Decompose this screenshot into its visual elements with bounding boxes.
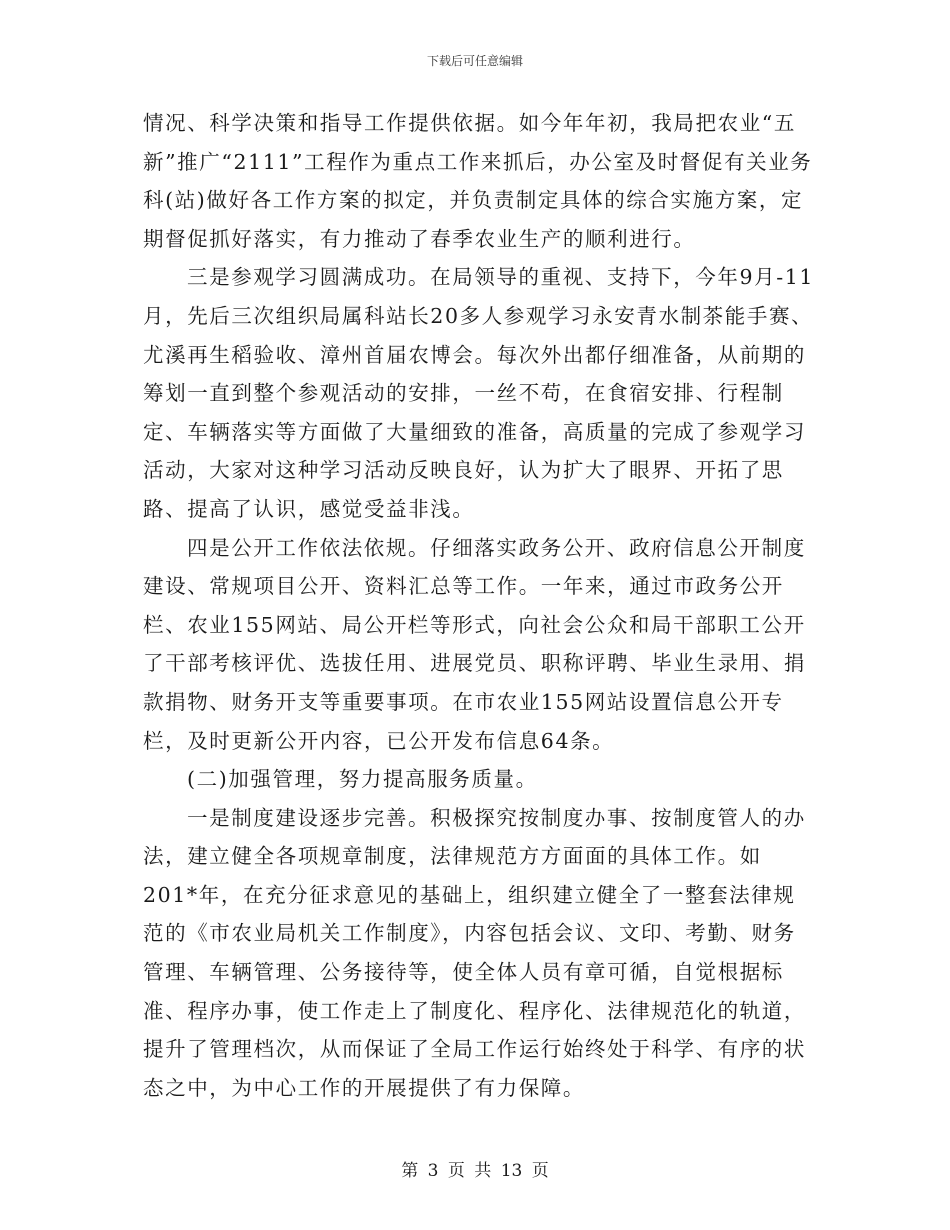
paragraph-continuation: 情况、科学决策和指导工作提供依据。如今年年初，我局把农业“五新”推广“2111”工程作为重点工作来抓后，办公室及时督促有关业务科(站)做好各工作方案的拟定，并负责制定具体的综合实施方案，定期督促抓好落实，有力推动了春季农业生产的顺利进行。 — [143, 111, 813, 251]
page-header: 下载后可任意编辑 — [426, 54, 523, 68]
paragraph-public-affairs: 四是公开工作依法依规。仔细落实政务公开、政府信息公开制度建设、常规项目公开、资料汇总等工作。一年来，通过市政务公开栏、农业155网站、局公开栏等形式，向社会公众和局干部职工公开了干部考核评优、选拔任用、进展党员、职称评聘、毕业生录用、捐款捐物、财务开支等重要事项。在市农业155网站设置信息公开专栏，及时更新公开内容，已公开发布信息64条。 — [143, 535, 806, 753]
paragraph-study-tour: 三是参观学习圆满成功。在局领导的重视、支持下，今年9月-11月，先后三次组织局属科站长20多人参观学习永安青水制茶能手赛、尤溪再生稻验收、漳州首届农博会。每次外出都仔细准备，从前期的筹划一直到整个参观活动的安排，一丝不苟，在食宿安排、行程制定、车辆落实等方面做了大量细致的准备，高质量的完成了参观学习活动，大家对这种学习活动反映良好，认为扩大了眼界、开拓了思路、提高了认识，感觉受益非浅。 — [143, 265, 815, 521]
paragraph-system-building: 一是制度建设逐步完善。积极探究按制度办事、按制度管人的办法，建立健全各项规章制度，法律规范方方面面的具体工作。如201*年，在充分征求意见的基础上，组织建立健全了一整套法律规范的《市农业局机关工作制度》，内容包括会议、文印、考勤、财务管理、车辆管理、公务接待等，使全体人员有章可循，自觉根据标准、程序办事，使工作走上了制度化、程序化、法律规范化的轨道，提升了管理档次，从而保证了全局工作运行始终处于科学、有序的状态之中，为中心工作的开展提供了有力保障。 — [143, 805, 806, 1100]
section-heading-management: (二)加强管理，努力提高服务质量。 — [187, 767, 538, 792]
page-number-footer: 第 3 页 共 13 页 — [401, 1161, 549, 1181]
document-body — [143, 104, 815, 1107]
